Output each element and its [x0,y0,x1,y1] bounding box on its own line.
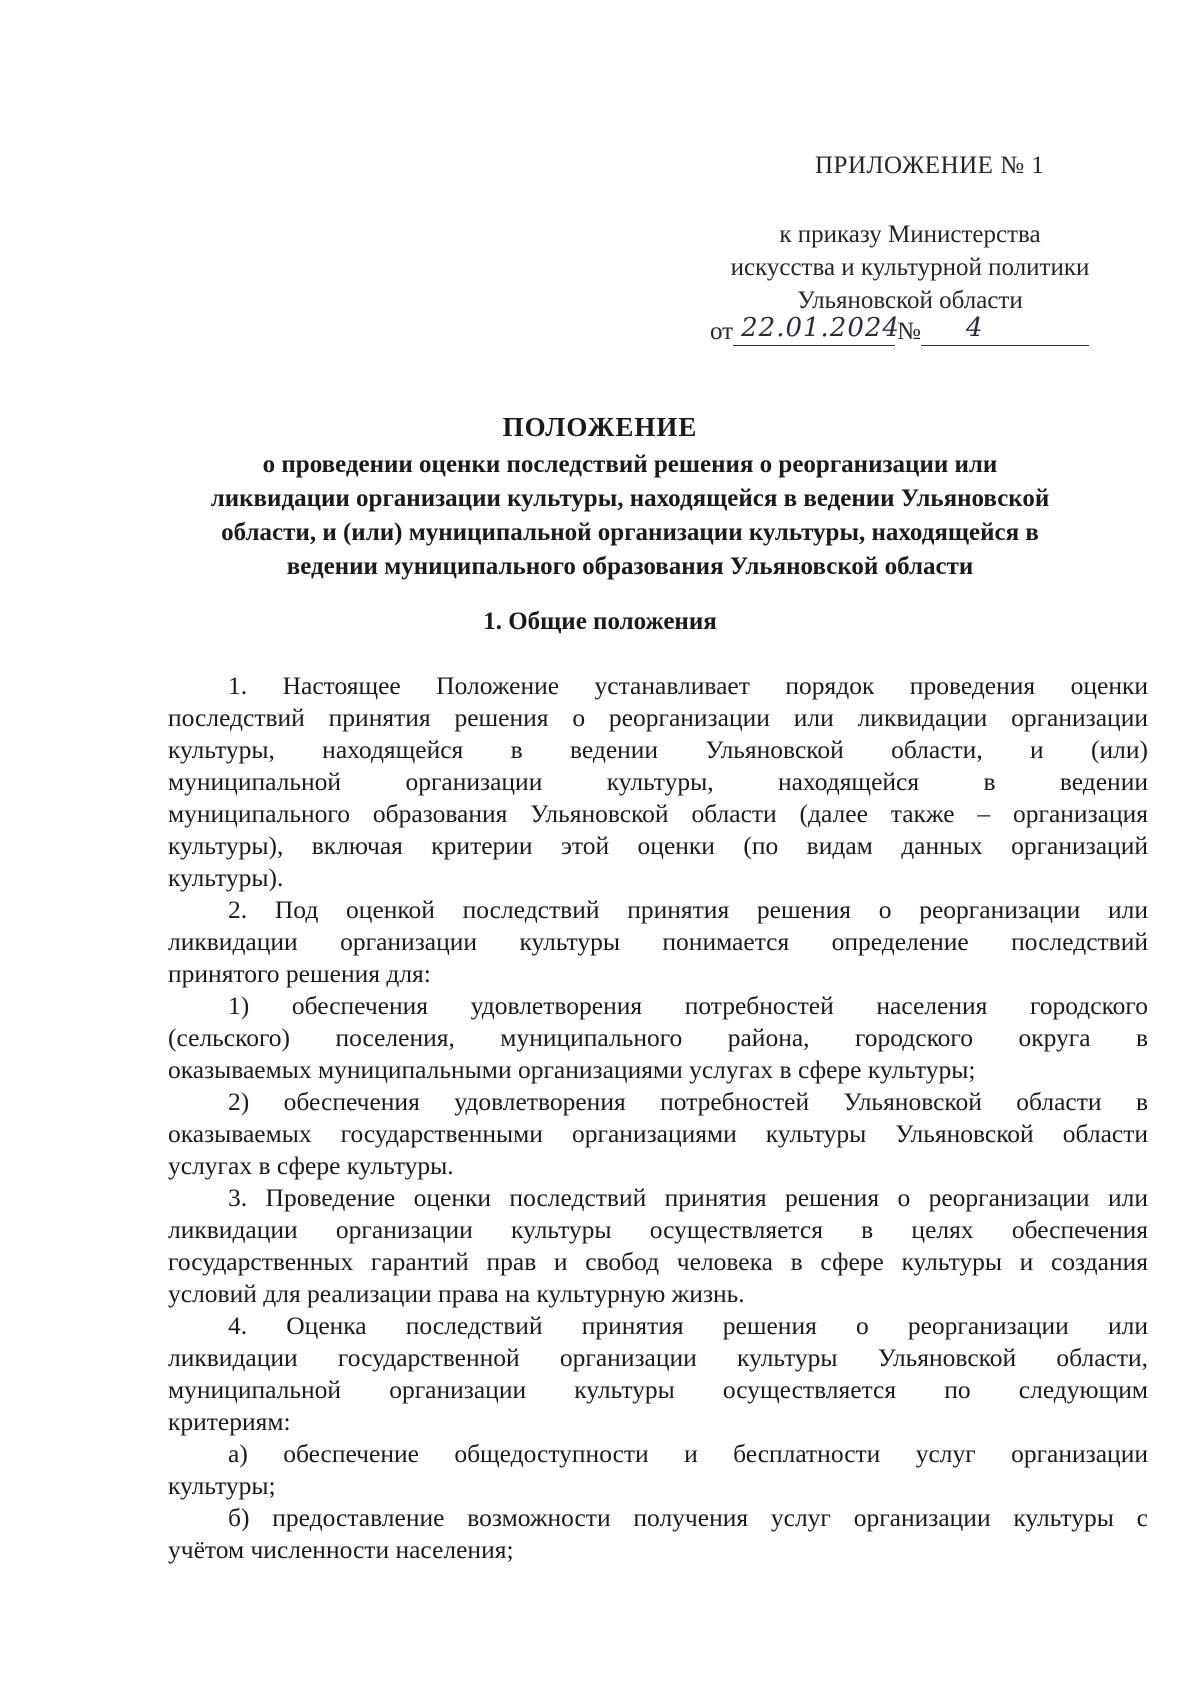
number-sign: № [897,318,921,345]
text-line: культуры). [168,863,284,892]
text-line: муниципальной организации культуры осуществляется по следующим [168,1375,1148,1404]
text-line: учётом численности населения; [168,1535,514,1564]
text-line: ликвидации организации культуры понимается определение последствий [168,927,1148,956]
appendix-title: ПРИЛОЖЕНИЕ № 1 [815,152,1045,179]
handwritten-number: 4 [965,313,984,343]
order-ref-line: к приказу Министерства [779,221,1041,248]
text-line: муниципального образования Ульяновской области (далее также – организация [168,799,1148,828]
section-heading: 1. Общие положения [483,608,717,635]
text-line: условий для реализации права на культурную жизнь. [168,1279,745,1308]
subtitle-line: области, и (или) муниципальной организации культуры, находящейся в [221,519,1039,546]
text-line: муниципальной организации культуры, находящейся в ведении [168,767,1148,796]
document-body [168,670,1148,1566]
text-line: критериям: [168,1407,291,1436]
date-prefix: от [710,318,734,345]
document-title: ПОЛОЖЕНИЕ [502,412,698,442]
paragraph-3 [168,1182,1148,1310]
text-line: (сельского) поселения, муниципального района, городского округа в [168,1023,1148,1052]
handwritten-date: 22.01.2024 [741,313,900,343]
paragraph-2 [168,894,1148,990]
text-line: 4. Оценка последствий принятия решения о реорганизации или [228,1311,1148,1340]
paragraph-1 [168,670,1148,894]
text-line: услугах в сфере культуры. [168,1151,454,1180]
text-line: 3. Проведение оценки последствий принятия решения о реорганизации или [228,1183,1148,1212]
paragraph-2-item-2 [168,1086,1148,1182]
number-field [921,315,1089,346]
text-line: ликвидации организации культуры осуществляется в целях обеспечения [168,1215,1148,1244]
order-ref-line: Ульяновской области [797,287,1023,314]
text-line: оказываемых муниципальными организациями услугах в сфере культуры; [168,1055,976,1084]
paragraph-4-item-b [168,1502,1148,1566]
text-line: культуры; [168,1471,276,1500]
text-line: государственных гарантий прав и свобод человека в сфере культуры и создания [168,1247,1148,1276]
order-ref-line: искусства и культурной политики [730,254,1090,281]
subtitle-line: ведении муниципального образования Ульяновской области [286,553,974,580]
order-reference [690,218,1130,317]
paragraph-4-item-a [168,1438,1148,1502]
text-line: а) обеспечение общедоступности и бесплатности услуг организации [228,1439,1148,1468]
subtitle-line: о проведении оценки последствий решения о реорганизации или [262,451,998,478]
text-line: 1. Настоящее Положение устанавливает порядок проведения оценки [228,671,1148,700]
text-line: 2. Под оценкой последствий принятия решения о реорганизации или [228,895,1148,924]
paragraph-4 [168,1310,1148,1438]
text-line: культуры, находящейся в ведении Ульяновской области, и (или) [168,735,1148,764]
document-subtitle [140,448,1120,584]
order-date-number-line [710,315,1089,346]
date-field [733,313,900,346]
text-line: оказываемых государственными организациями культуры Ульяновской области [168,1119,1148,1148]
text-line: последствий принятия решения о реорганизации или ликвидации организации [168,703,1148,732]
text-line: принятого решения для: [168,959,431,988]
text-line: ликвидации государственной организации культуры Ульяновской области, [168,1343,1148,1372]
text-line: 2) обеспечения удовлетворения потребностей Ульяновской области в [228,1087,1148,1116]
text-line: 1) обеспечения удовлетворения потребностей населения городского [228,991,1148,1020]
subtitle-line: ликвидации организации культуры, находящейся в ведении Ульяновской [210,485,1050,512]
paragraph-2-item-1 [168,990,1148,1086]
text-line: культуры), включая критерии этой оценки (по видам данных организаций [168,831,1148,860]
text-line: б) предоставление возможности получения услуг организации культуры с [228,1503,1148,1532]
